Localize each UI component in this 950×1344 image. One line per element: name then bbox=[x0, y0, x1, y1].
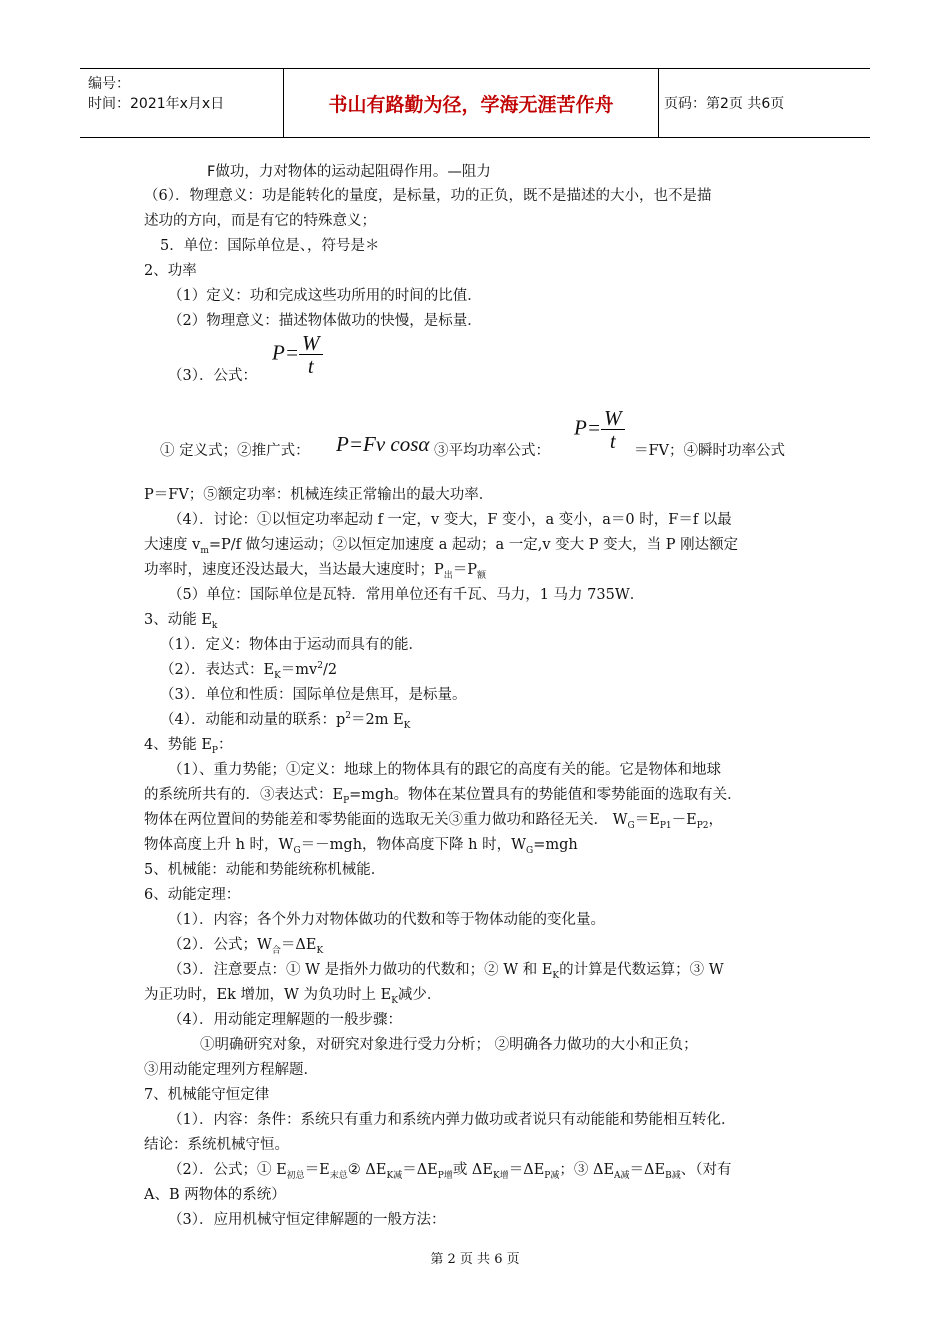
text-line: （3）．公式： bbox=[168, 368, 257, 384]
text-line: （2）．表达式：$E_K=mv^2/2$ bbox=[160, 661, 338, 681]
text-line: （2）．公式；$W_合=\Delta E_K$ bbox=[168, 937, 324, 956]
fraction-numerator: W bbox=[601, 407, 625, 430]
text-line: （2）．公式；① $E_{初总}=E_{末总}②$ $\Delta E_{K减}=\Delta E_{P增}$或 $\Delta E_{K增}=\Delta E_{P减}$；③ $\Delta E_{A减}=\Delta E_{B减}$、（对有 bbox=[168, 1162, 732, 1181]
fraction-denominator: t bbox=[609, 429, 616, 453]
text-line: （1）定义：功和完成这些功所用的时间的比值． bbox=[168, 288, 482, 304]
header-page-label: 页码：第2页 共6页 bbox=[664, 96, 785, 112]
average-power-formula bbox=[574, 407, 625, 452]
section-heading: 3、动能 $E_k$ bbox=[144, 612, 218, 631]
text-line: F做功，力对物体的运动起阻碍作用。—阻力 bbox=[207, 164, 491, 180]
text-line: 大速度 $v_m=P/f$ 做匀速运动；②以恒定加速度 a 起动；a 一定,v 变大 P 变大，当 P 刚达额定 bbox=[144, 537, 739, 556]
power-formula-extended: P=Fv cosα bbox=[336, 432, 430, 456]
text-line: （3）．应用机械守恒定律解题的一般方法： bbox=[168, 1212, 446, 1228]
text-line: ＝FV；④瞬时功率公式 bbox=[634, 443, 786, 459]
text-line: ③平均功率公式： bbox=[434, 443, 550, 459]
text-line: 5．单位：国际单位是、，符号是＊ bbox=[160, 238, 380, 254]
text-line: （1）．内容：条件：系统只有重力和系统内弹力做功或者说只有动能能和势能相互转化． bbox=[168, 1112, 736, 1128]
text-line: （1）．定义：物体由于运动而具有的能． bbox=[160, 637, 423, 653]
fraction bbox=[299, 332, 323, 377]
text-line: （6）．物理意义：功是能转化的量度，是标量，功的正负，既不是描述的大小，也不是描 bbox=[144, 188, 712, 204]
page-footer: 第 2 页 共 6 页 bbox=[430, 1252, 520, 1267]
text-line: （1）．内容；各个外力对物体做功的代数和等于物体动能的变化量。 bbox=[168, 912, 605, 928]
text-line: （2）物理意义：描述物体做功的快慢，是标量． bbox=[168, 313, 482, 329]
text-line: （4）．动能和动量的联系：$p^2=2m$ $E_K$ bbox=[160, 711, 411, 731]
section-heading: 7、机械能守恒定律 bbox=[144, 1087, 270, 1103]
formula-lhs: P= bbox=[272, 340, 299, 365]
fraction bbox=[601, 407, 625, 452]
text-line: （1）、重力势能；①定义：地球上的物体具有的跟它的高度有关的能。它是物体和地球 bbox=[168, 762, 721, 778]
text-line: 述功的方向，而是有它的特殊意义； bbox=[144, 213, 376, 229]
text-line: 的系统所共有的．③表达式：$E_P=mgh$。物体在某位置具有的势能值和零势能面的选取有关． bbox=[144, 787, 742, 806]
section-heading: 6、动能定理： bbox=[144, 887, 241, 903]
text-line: （4）．讨论：①以恒定功率起动 f 一定，v 变大，F 变小，a 变小，a＝0 时，F＝f 以最 bbox=[168, 512, 732, 528]
text-line: 功率时，速度还没达最大，当达最大速度时；$P_出=P_额$ bbox=[144, 562, 487, 581]
date-label: 时间：2021年x月x日 bbox=[88, 96, 225, 112]
text-line: （5）单位：国际单位是瓦特．常用单位还有千瓦、马力，1 马力 735W． bbox=[168, 587, 645, 603]
text-line: 结论：系统机械守恒。 bbox=[144, 1137, 289, 1153]
text-line: 物体高度上升 h 时，$W_G=-mgh$，物体高度下降 h 时，$W_G=mgh$ bbox=[144, 837, 578, 856]
code-label: 编号： bbox=[88, 76, 130, 92]
text-line: （4）．用动能定理解题的一般步骤： bbox=[168, 1012, 402, 1028]
text-line: 为正功时，Ek 增加，W 为负功时上 $E_K$减少． bbox=[144, 987, 442, 1006]
formula-lhs: P= bbox=[574, 415, 601, 440]
text-line: ① 定义式；②推广式： bbox=[160, 443, 310, 459]
header-info-cell bbox=[80, 69, 284, 137]
text-line: ③用动能定理列方程解题． bbox=[144, 1062, 318, 1078]
header-motto: 书山有路勤为径，学海无涯苦作舟 bbox=[284, 69, 659, 137]
text-line: ①明确研究对象，对研究对象进行受力分析； ②明确各力做功的大小和正负； bbox=[200, 1037, 698, 1053]
page-header bbox=[80, 68, 870, 138]
text-line: （3）．单位和性质：国际单位是焦耳，是标量。 bbox=[160, 687, 467, 703]
text-line: 物体在两位置间的势能差和零势能面的选取无关③重力做功和路径无关． $W_G=E_{P1}-E_{P2}$， bbox=[144, 812, 723, 831]
text-line: A、B 两物体的系统） bbox=[144, 1187, 286, 1203]
section-heading: 2、功率 bbox=[144, 263, 197, 279]
text-line: P＝FV；⑤额定功率：机械连续正常输出的最大功率． bbox=[144, 487, 494, 503]
section-heading: 4、势能 $E_P$： bbox=[144, 737, 233, 756]
section-heading: 5、机械能：动能和势能统称机械能． bbox=[144, 862, 386, 878]
fraction-denominator: t bbox=[307, 354, 314, 378]
fraction-numerator: W bbox=[299, 332, 323, 355]
text-line: （3）．注意要点：① W 是指外力做功的代数和；② W 和 $E_K$的计算是代数运算；③ W bbox=[168, 962, 724, 981]
power-formula bbox=[272, 332, 323, 377]
